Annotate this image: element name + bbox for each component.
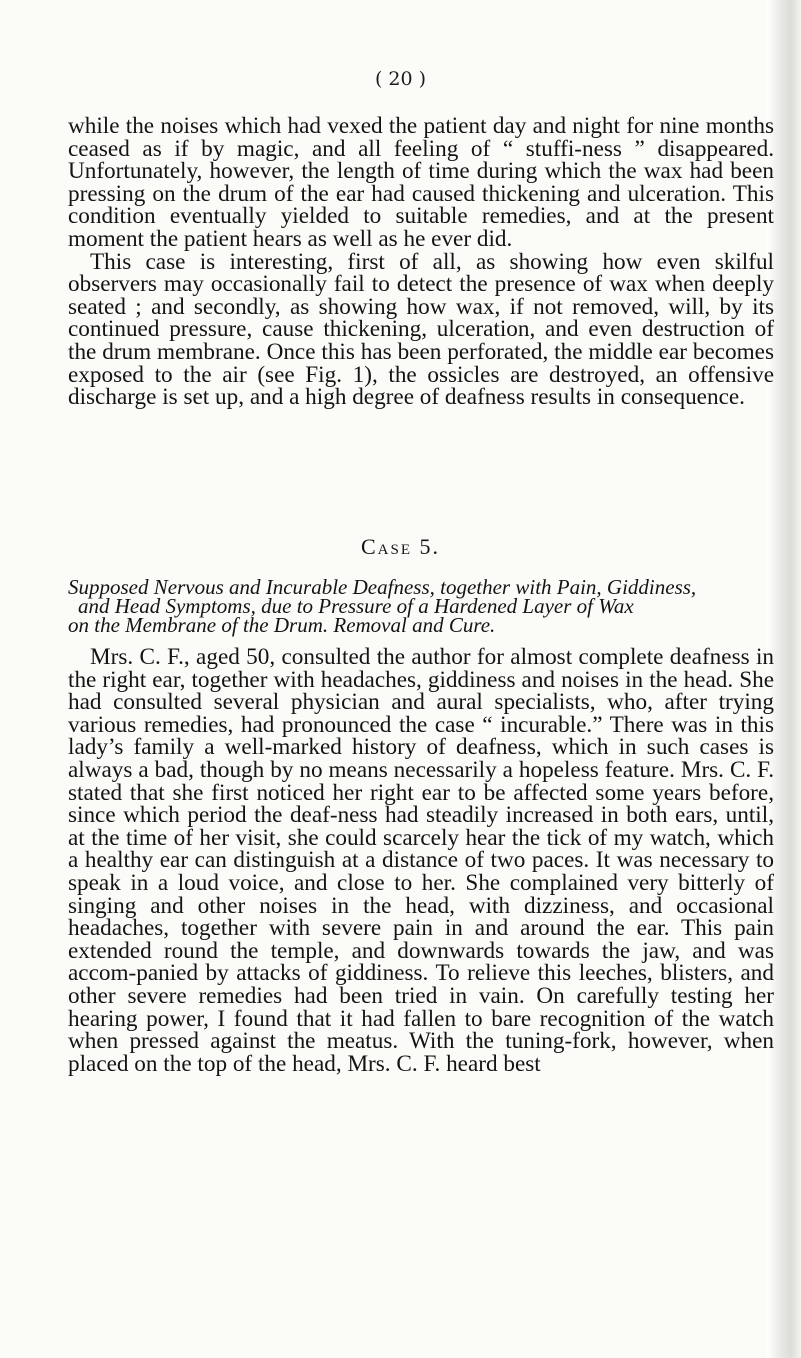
case-subtitle-line-1: Supposed Nervous and Incurable Deafness, together with Pain, Giddiness,	[68, 575, 697, 599]
case-paragraph: Mrs. C. F., aged 50, consulted the author for almost complete deafness in the right ear, together with headaches, giddiness and noises in the head. She had consulted several physician and aural specialists, who, after trying various remedies, had pronounced the case “ incurable.” There was in this lady’s family a well-marked history of deafness, which in such cases is always a bad, though by no means necessarily a hopeless feature. Mrs. C. F. stated that she first noticed her right ear to be affected some years before, since which period the deaf-ness had steadily increased in both ears, until, at the time of her visit, she could scarcely hear the tick of my watch, which a healthy ear can distinguish at a distance of two paces. It was necessary to speak in a loud voice, and close to her. She complained very bitterly of singing and other noises in the head, with dizziness, and occasional headaches, together with severe pain in and around the ear. This pain extended round the temple, and downwards towards the jaw, and was accom-panied by attacks of giddiness. To relieve this leeches, blisters, and other severe remedies had been tried in vain. On carefully testing her hearing power, I found that it had fallen to bare recognition of the watch when pressed against the meatus. With the tuning-fork, however, when placed on the top of the head, Mrs. C. F. heard best	[68, 644, 774, 1077]
case-subtitle-line-2: and Head Symptoms, due to Pressure of a Hardened Layer of Wax	[78, 594, 634, 618]
case-heading: Case 5.	[360, 534, 440, 559]
case-body	[68, 646, 774, 1075]
case-subtitle	[68, 575, 774, 637]
paragraph-2: This case is interesting, first of all, as showing how even skilful observers may occasionally fail to detect the presence of wax when deeply seated ; and secondly, as showing how wax, if not removed, will, by its continued pressure, cause thickening, ulceration, and even destruction of the drum membrane. Once this has been perforated, the middle ear becomes exposed to the air (see Fig. 1), the ossicles are destroyed, an offensive discharge is set up, and a high degree of deafness results in consequence.	[68, 248, 774, 411]
intro-text	[68, 115, 774, 409]
case-subtitle-line-3: on the Membrane of the Drum. Removal and Cure.	[68, 613, 496, 637]
paragraph-1: while the noises which had vexed the patient day and night for nine months ceased as if by magic, and all feeling of “ stuffi-ness ” disappeared. Unfortunately, however, the length of time during which the wax had been pressing on the drum of the ear had caused thickening and ulceration. This condition eventually yielded to suitable remedies, and at the present moment the patient hears as well as he ever did.	[68, 113, 774, 252]
page-number: ( 20 )	[374, 68, 427, 90]
